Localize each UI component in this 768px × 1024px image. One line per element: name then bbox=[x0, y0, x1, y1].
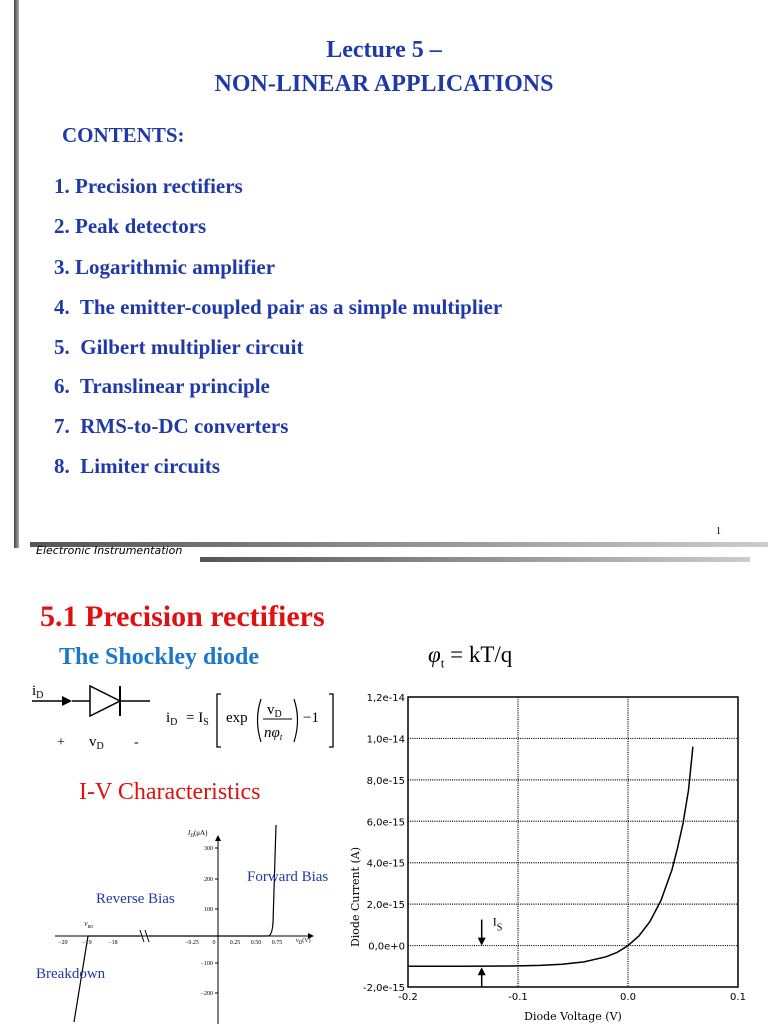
plus-sign: + bbox=[57, 735, 65, 750]
toc-text: The emitter-coupled pair as a simple multiplier bbox=[79, 295, 503, 319]
chart-x-tick-label: 0.1 bbox=[730, 992, 746, 1003]
chart-y-tick-label: 8,0e-15 bbox=[366, 775, 405, 787]
diode-current-chart bbox=[335, 689, 768, 1024]
footer-text: Electronic Instrumentation bbox=[36, 544, 183, 557]
toc-number: 6. bbox=[54, 374, 70, 398]
shockley-equation bbox=[164, 690, 344, 752]
phi-subscript: t bbox=[440, 655, 445, 671]
toc-text: Gilbert multiplier circuit bbox=[80, 335, 304, 359]
chart-x-label: Diode Voltage (V) bbox=[524, 1010, 622, 1023]
chart-y-tick-label: 1,0e-14 bbox=[366, 734, 405, 746]
iv-y-tick: −100 bbox=[200, 961, 213, 967]
is-annotation-label: $I_S$ bbox=[492, 914, 503, 934]
page-number: 1 bbox=[716, 526, 721, 537]
toc-text: RMS-to-DC converters bbox=[80, 414, 289, 438]
iv-y-tick: 200 bbox=[204, 877, 213, 883]
iv-x-tick: 0 bbox=[212, 940, 216, 946]
toc-number: 1. bbox=[54, 174, 70, 198]
chart-y-tick-label: 2,0e-15 bbox=[366, 900, 405, 912]
right-bracket bbox=[329, 694, 333, 747]
toc-text: Translinear principle bbox=[79, 374, 270, 398]
iv-x-label: $v_D(V)$ bbox=[296, 938, 311, 946]
toc-number: 3. bbox=[54, 255, 70, 279]
iv-y-label: $I_D(\mu A)$ bbox=[188, 829, 208, 839]
minus-sign: - bbox=[134, 735, 139, 750]
is-arrow-down-head bbox=[478, 938, 486, 946]
right-paren bbox=[294, 699, 298, 742]
footer-divider-bottom bbox=[200, 557, 750, 562]
iv-x-tick: 0.75 bbox=[271, 940, 283, 946]
toc-text: Precision rectifiers bbox=[75, 174, 243, 198]
chart-x-tick-label: -0.2 bbox=[398, 992, 418, 1003]
chart-y-label: Diode Current (A) bbox=[349, 846, 362, 948]
chart-x-tick-label: -0.1 bbox=[508, 992, 528, 1003]
chart-y-tick-label: 1,2e-14 bbox=[366, 693, 405, 704]
eq-lhs: $i_D$ bbox=[166, 710, 178, 728]
toc-number: 8. bbox=[54, 454, 70, 478]
eq-denominator: $n\varphi_t$ bbox=[264, 725, 283, 742]
diode-triangle bbox=[90, 686, 120, 716]
iv-x-tick: 0.25 bbox=[229, 940, 241, 946]
iv-y-arrow bbox=[215, 835, 221, 841]
chart-y-tick-label: 4,0e-15 bbox=[366, 858, 405, 870]
phi-rhs: = kT/q bbox=[444, 642, 513, 667]
chart-y-tick-label: 6,0e-15 bbox=[366, 817, 405, 829]
iv-x-tick: −19 bbox=[82, 940, 92, 946]
current-arrow-head bbox=[62, 696, 72, 706]
toc-item-6 bbox=[54, 374, 270, 399]
lecture-subtitle: NON-LINEAR APPLICATIONS bbox=[214, 71, 554, 97]
section-subtitle: The Shockley diode bbox=[59, 644, 260, 670]
toc-item-5 bbox=[54, 335, 303, 360]
toc-item-3 bbox=[54, 255, 275, 280]
iv-x-tick: 0.50 bbox=[250, 940, 262, 946]
is-arrow-up-head bbox=[478, 967, 486, 975]
toc-number: 4. bbox=[54, 295, 70, 319]
diode-current-label: $i_D$ bbox=[32, 683, 44, 701]
diode-symbol bbox=[28, 680, 158, 755]
left-paren bbox=[258, 699, 262, 742]
iv-x-tick: −18 bbox=[108, 940, 118, 946]
toc-item-8 bbox=[54, 454, 220, 479]
toc-item-1 bbox=[54, 174, 243, 199]
toc-number: 5. bbox=[54, 335, 70, 359]
breakdown-label: Breakdown bbox=[36, 966, 106, 982]
toc-text: Peak detectors bbox=[75, 214, 207, 238]
section-title: 5.1 Precision rectifiers bbox=[40, 600, 325, 633]
toc-item-4 bbox=[54, 295, 502, 320]
thermal-voltage-equation bbox=[428, 642, 512, 672]
reverse-bias-label: Reverse Bias bbox=[96, 891, 175, 907]
toc-number: 7. bbox=[54, 414, 70, 438]
chart-y-tick-label: -2,0e-15 bbox=[363, 983, 405, 994]
toc-text: Limiter circuits bbox=[80, 454, 221, 478]
eq-minus-one: −1 bbox=[303, 710, 319, 726]
chart-x-tick-label: 0.0 bbox=[620, 992, 636, 1003]
eq-numerator: $v_D$ bbox=[267, 702, 282, 720]
left-vertical-bar bbox=[14, 0, 19, 548]
diode-voltage-label: $v_D$ bbox=[89, 734, 104, 752]
forward-bias-label: Forward Bias bbox=[247, 869, 329, 885]
left-bracket bbox=[217, 694, 221, 747]
iv-y-tick: 300 bbox=[204, 846, 213, 852]
iv-characteristic-plot bbox=[30, 823, 350, 1024]
contents-heading: CONTENTS: bbox=[62, 123, 185, 147]
slide-2 bbox=[0, 567, 768, 1024]
iv-y-tick: −200 bbox=[200, 991, 213, 997]
lecture-title: Lecture 5 – bbox=[326, 37, 442, 63]
eq-exp: exp bbox=[226, 710, 248, 726]
vbd-label: $V_{BD}$ bbox=[84, 922, 94, 929]
iv-y-tick: 100 bbox=[204, 907, 213, 913]
chart-frame bbox=[408, 697, 738, 987]
iv-x-tick: −0.25 bbox=[185, 940, 199, 946]
toc-text: Logarithmic amplifier bbox=[75, 255, 276, 279]
iv-characteristics-title: I-V Characteristics bbox=[79, 779, 261, 805]
phi-symbol: φ bbox=[428, 642, 441, 667]
toc-item-2 bbox=[54, 214, 206, 239]
eq-is: = $I_S$ bbox=[186, 710, 209, 728]
toc-item-7 bbox=[54, 414, 288, 439]
chart-y-tick-label: 0,0e+0 bbox=[368, 941, 405, 953]
iv-x-tick: −20 bbox=[58, 940, 68, 946]
toc-number: 2. bbox=[54, 214, 70, 238]
